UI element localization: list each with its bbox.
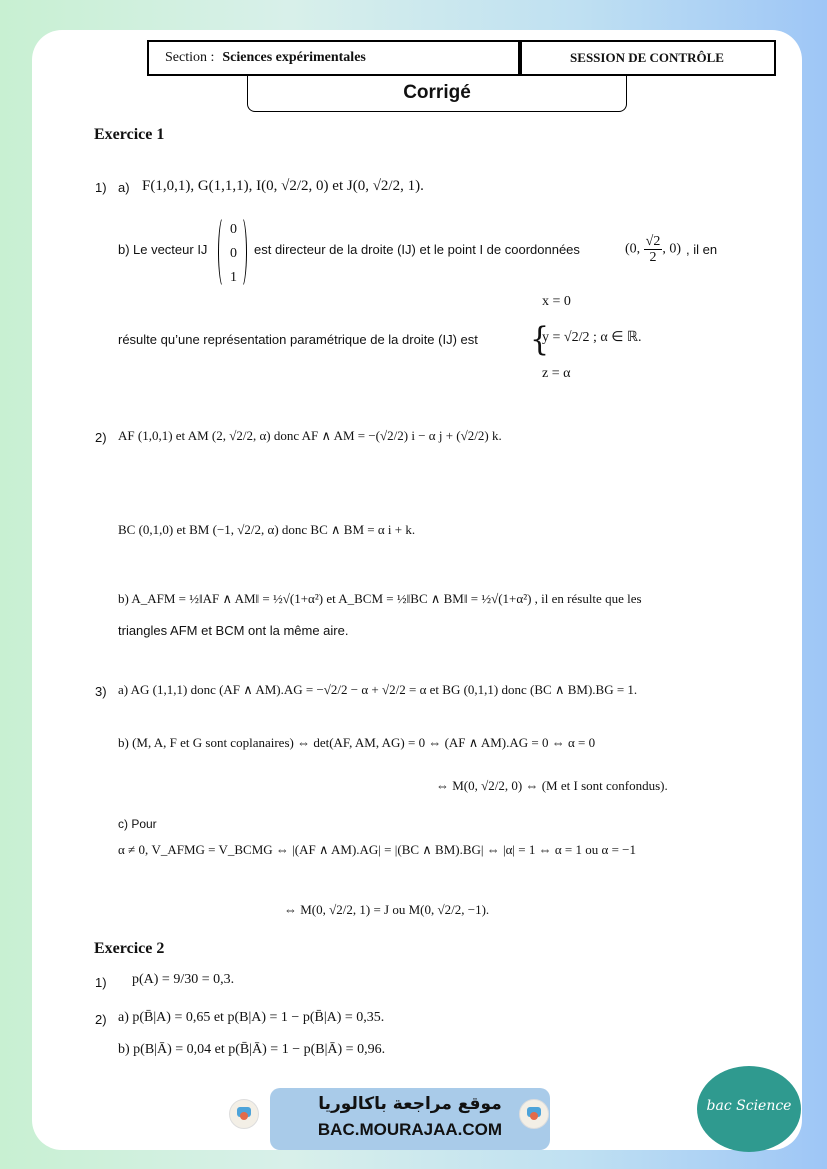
q2b-areas: b) A_AFM = ½‖AF ∧ AM‖ = ½√(1+α²) et A_BCM = ½‖BC ∧ BM‖ = ½√(1+α²) , il en résulte que les (118, 591, 642, 606)
badge-logo-right-icon (519, 1099, 549, 1129)
exam-page (32, 30, 802, 1150)
ex2-q2-number: 2) (95, 1012, 107, 1027)
matrix-paren-right (236, 216, 247, 288)
ex2-q2b-prob: b) p(B|Ā) = 0,04 et p(B̄|Ā) = 1 − p(B|Ā) = 0,96. (118, 1042, 386, 1057)
bac-science-logo (697, 1066, 801, 1152)
site-arabic-name: موقع مراجعة باكالوريا (318, 1094, 502, 1114)
q3c-conclusion: ⇔ M(0, √2/2, 1) = J ou M(0, √2/2, −1). (284, 902, 490, 917)
system-brace: { (530, 320, 550, 359)
q1a-points: F(1,0,1), G(1,1,1), I(0, √2/2, 0) et J(0, √2/2, 1). (142, 178, 424, 194)
q2a-cross-product-2: BC (0,1,0) et BM (−1, √2/2, α) donc BC ∧ BM = α i + k. (118, 522, 416, 537)
system-line-2: y = √2/2 ; α ∈ ℝ. (542, 330, 642, 345)
system-line-3: z = α (542, 366, 571, 381)
q2-number: 2) (95, 430, 107, 445)
point-i-coords: (0, $\frac{√2}{2}$ , 0) (625, 234, 682, 265)
matrix-paren-left (218, 216, 229, 288)
ij-vector-column: 0 0 1 (230, 222, 237, 285)
q3c-volumes: α ≠ 0, V_AFMG = V_BCMG ⇔ |(AF ∧ AM).AG| = |(BC ∧ BM).BG| ⇔ |α| = 1 ⇔ α = 1 ou α = −1 (118, 842, 636, 857)
q1b-text: est directeur de la droite (IJ) et le point I de coordonnées (254, 242, 580, 257)
q3b-coplanar: b) (M, A, F et G sont coplanaires) ⇔ det(AF, AM, AG) = 0 ⇔ (AF ∧ AM).AG = 0 ⇔ α = 0 (118, 735, 596, 750)
q1a-part: a) (118, 180, 130, 195)
badge-logo-left-icon (229, 1099, 259, 1129)
ex2-q2a-prob: a) p(B̄|A) = 0,65 et p(B|A) = 1 − p(B̄|A) = 0,35. (118, 1010, 385, 1025)
page-title: Corrigé (247, 76, 627, 112)
ex2-q1-prob: p(A) = 9/30 = 0,3. (132, 972, 235, 987)
q1b-text-2: résulte qu’une représentation paramétrique de la droite (IJ) est (118, 332, 478, 347)
q1b-part: b) (118, 242, 130, 257)
q1b-text-end: , il en (686, 242, 718, 257)
site-url[interactable]: BAC.MOURAJAA.COM (317, 1120, 503, 1139)
site-badge[interactable] (270, 1088, 550, 1150)
session-box (518, 40, 776, 76)
q3b-conclusion: ⇔ M(0, √2/2, 0) ⇔ (M et I sont confondus). (436, 778, 668, 793)
q3c-label: c) Pour (118, 817, 157, 831)
ex2-q1-number: 1) (95, 975, 107, 990)
section-label: Section : (165, 50, 215, 65)
q1b-vector-label: Le vecteur IJ (133, 242, 208, 257)
q3-number: 3) (95, 684, 107, 699)
exercise-1-title: Exercice 1 (94, 126, 165, 143)
section-box (147, 40, 522, 76)
session-label: SESSION DE CONTRÔLE (570, 50, 724, 65)
q1-number: 1) (95, 180, 107, 195)
q3a-dot-products: a) AG (1,1,1) donc (AF ∧ AM).AG = −√2/2 − α + √2/2 = α et BG (0,1,1) donc (BC ∧ BM).BG = 1. (118, 682, 638, 697)
bac-science-logo-text: bac Science (706, 1098, 792, 1114)
system-line-1: x = 0 (542, 294, 571, 309)
q2b-conclusion: triangles AFM et BCM ont la même aire. (118, 623, 349, 638)
q2a-cross-product-1: AF (1,0,1) et AM (2, √2/2, α) donc AF ∧ AM = −(√2/2) i − α j + (√2/2) k. (118, 428, 502, 443)
section-value: Sciences expérimentales (222, 50, 366, 65)
exercise-2-title: Exercice 2 (94, 940, 165, 957)
